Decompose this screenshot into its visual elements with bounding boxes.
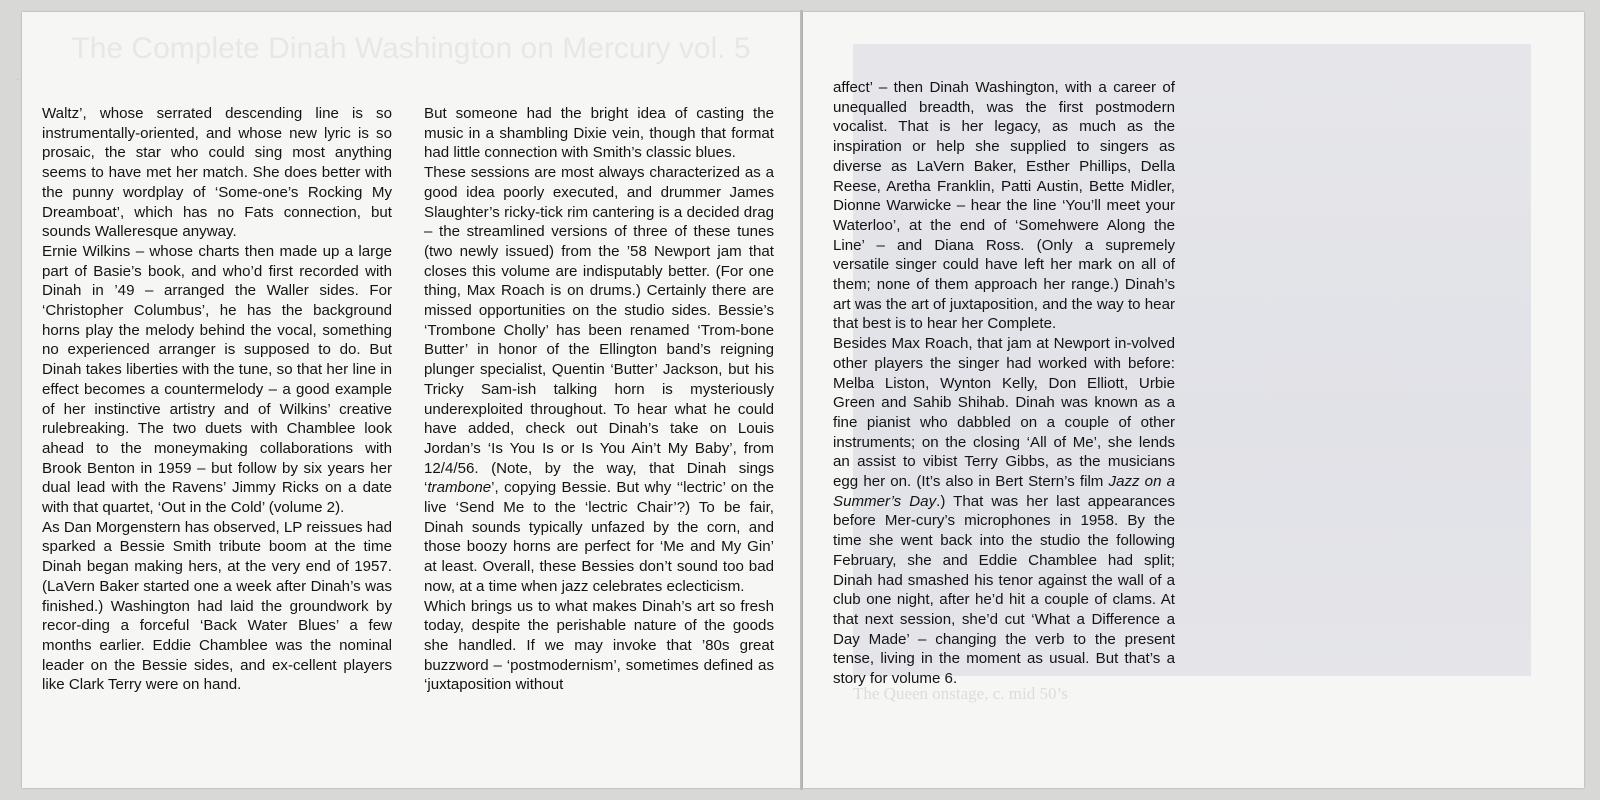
paragraph: But someone had the bright idea of casting the music in a shambling Dixie vein, though that format had little connection with Smith’s classic blues. bbox=[424, 105, 774, 162]
italic-film-title: Jazz on a Summer’s Day bbox=[833, 473, 1175, 510]
paragraph bbox=[424, 163, 774, 596]
ghost-title: The Complete Dinah Washington on Mercury vol. 5 bbox=[71, 32, 751, 65]
text-column-2 bbox=[424, 104, 774, 695]
ghost-caption: The Queen onstage, c. mid 50’s bbox=[853, 684, 1068, 703]
italic-word: trambone bbox=[427, 479, 492, 497]
text-span: ’, copying Bessie. But why ‘‘lectric’ on the live ‘Send Me to the ‘lectric Chair’?) To be fair, Dinah sounds typically unfazed by the corn, and those boozy horns are perfect for ‘Me and My Gin’ at least. Overall, these Bessies don’t sound too bad now, at a time when jazz celebrates eclecticism. bbox=[424, 479, 774, 595]
paragraph: As Dan Morgenstern has observed, LP reissues had sparked a Bessie Smith tribute boom at the time Dinah began making hers, at the very end of 1957. (LaVern Baker started one a week after Dinah’s was finished.) Washington had laid the groundwork by recor-ding a forceful ‘Back Water Blues’ a few months earlier. Eddie Chamblee was the nominal leader on the Bessie sides, and ex-cellent players like Clark Terry were on hand. bbox=[42, 518, 392, 694]
text-span: Besides Max Roach, that jam at Newport in-volved other players the singer had worked with before: Melba Liston, Wynton Kelly, Don Elliott, Urbie Green and Sahib Shihab. Dinah was known as a fine pianist who dabbled on a couple of other instruments; on the closing ‘All of Me’, she lends an assist to vibist Terry Gibbs, as the musicians egg her on. (It’s also in Bert Stern’s film bbox=[833, 335, 1175, 491]
page-mark: · bbox=[16, 74, 20, 85]
text-span: .) That was her last appearances before Mer-cury’s microphones in 1958. By the time she went back into the studio the following February, she and Eddie Chamblee had split; Dinah had smashed his tenor against the wall of a club one night, after he’d hit a couple of clams. At that next session, she’d cut ‘What a Difference a Day Made’ – changing the verb to the present tense, living in the moment as usual. But that’s a story for volume 6. bbox=[833, 492, 1175, 688]
right-page bbox=[803, 12, 1584, 788]
text-span: These sessions are most always characterized as a good idea poorly executed, and drummer James Slaughter’s ricky-tick rim cantering is a decided drag – the streamlined versions of three of these tunes (two newly issued) from the ’58 Newport jam that closes this volume are indisputably better. (For one thing, Max Roach is on drums.) Certainly there are missed opportunities on the studio sides. Bessie’s ‘Trombone Cholly’ has been renamed ‘Trom-bone Butter’ in honor of the Ellington band’s reigning plunger specialist, Quentin ‘Butter’ Jackson, but his Tricky Sam-ish talking horn is mysteriously underexploited throughout. To hear what he could have added, check out Dinah’s take on Louis Jordan’s ‘Is You Is or Is You Ain’t My Baby’, from 12/4/56. (Note, by the way, that Dinah sings ‘ bbox=[424, 164, 774, 497]
left-page bbox=[16, 12, 800, 788]
text-column-1 bbox=[42, 104, 392, 695]
paragraph: Waltz’, whose serrated descending line is so instrumentally-oriented, and whose new lyric is so prosaic, the star who could sing most anything seems to have met her match. She does better with the punny wordplay of ‘Some-one’s Rocking My Dreamboat’, which has no Fats connection, but sounds Walleresque anyway. bbox=[42, 105, 392, 241]
text-column-3 bbox=[833, 78, 1175, 689]
paragraph: affect’ – then Dinah Washington, with a career of unequalled breadth, was the first postmodern vocalist. That is her legacy, as much as the inspiration or help she supplied to singers as diverse as LaVern Baker, Esther Phillips, Della Reese, Aretha Franklin, Patti Austin, Bette Midler, Dionne Warwicke – hear the line ‘You’ll meet your Waterloo’, at the end of ‘Somehwere Along the Line’ – and Diana Ross. (Only a supremely versatile singer could have left her mark on all of them; none of them approach her range.) Dinah’s art was the art of juxtaposition, and the way to hear that best is to hear her Complete. bbox=[833, 79, 1175, 333]
paragraph bbox=[833, 334, 1175, 689]
paragraph: Which brings us to what makes Dinah’s art so fresh today, despite the perishable nature of the goods she handled. If we may invoke that ’80s great buzzword – ‘postmodernism’, sometimes defined as ‘juxtaposition without bbox=[424, 597, 774, 694]
paragraph: Ernie Wilkins – whose charts then made up a large part of Basie’s book, and who’d first recorded with Dinah in ’49 – arranged the Waller sides. For ‘Christopher Columbus’, he has the background horns play the melody behind the vocal, something no experienced arranger is supposed to do. But Dinah takes liberties with the tune, so that her line in effect becomes a countermelody – a good example of her instinctive artistry and of Wilkins’ creative rulebreaking. The two duets with Chamblee look ahead to the moneymaking collaborations with Brook Benton in 1959 – but follow by six years her dual lead with the Ravens’ Jimmy Ricks on a date with that quartet, ‘Out in the Cold’ (volume 2). bbox=[42, 242, 392, 517]
